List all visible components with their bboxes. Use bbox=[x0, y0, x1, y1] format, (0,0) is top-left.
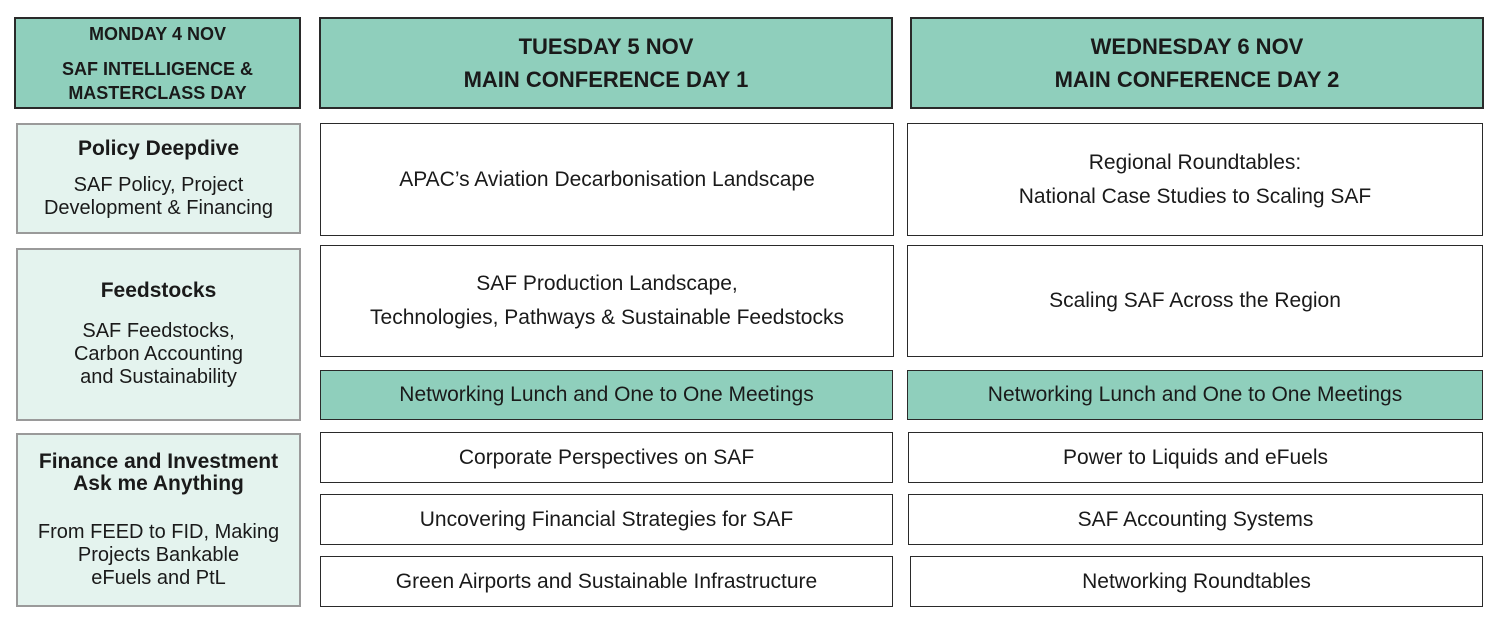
session-label: National Case Studies to Scaling SAF bbox=[1018, 184, 1372, 208]
wednesday-session-6 bbox=[910, 556, 1483, 607]
session-title: Policy Deepdive bbox=[77, 136, 240, 160]
session-label: Power to Liquids and eFuels bbox=[1063, 445, 1328, 469]
monday-session-finance bbox=[16, 433, 301, 607]
monday-session-feedstocks bbox=[16, 248, 301, 421]
session-label: Networking Lunch and One to One Meetings bbox=[399, 383, 814, 406]
monday-title-line1: SAF INTELLIGENCE & bbox=[61, 58, 253, 79]
session-subtitle: Development & Financing bbox=[43, 196, 273, 219]
session-subtitle: Carbon Accounting bbox=[73, 343, 243, 365]
session-label: SAF Accounting Systems bbox=[1077, 507, 1314, 531]
session-label: Networking Roundtables bbox=[1082, 569, 1311, 593]
wednesday-header bbox=[910, 17, 1484, 109]
tuesday-date: TUESDAY 5 NOV bbox=[518, 34, 694, 59]
wednesday-session-5 bbox=[908, 494, 1483, 545]
wednesday-lunch bbox=[907, 370, 1483, 420]
monday-header bbox=[14, 17, 301, 109]
monday-session-policy bbox=[16, 123, 301, 234]
session-subtitle: SAF Policy, Project bbox=[73, 173, 244, 196]
session-subtitle: Projects Bankable bbox=[77, 543, 240, 566]
wednesday-session-1 bbox=[907, 123, 1483, 236]
tuesday-session-5 bbox=[320, 494, 893, 545]
tuesday-title: MAIN CONFERENCE DAY 1 bbox=[463, 67, 749, 92]
wednesday-title: MAIN CONFERENCE DAY 2 bbox=[1054, 67, 1340, 92]
session-label: Scaling SAF Across the Region bbox=[1049, 289, 1341, 312]
session-subtitle: eFuels and PtL bbox=[91, 566, 226, 589]
wednesday-date: WEDNESDAY 6 NOV bbox=[1090, 34, 1304, 59]
session-subtitle: and Sustainability bbox=[80, 366, 237, 388]
session-title: Finance and Investment bbox=[38, 449, 279, 473]
monday-title-line2: MASTERCLASS DAY bbox=[68, 82, 247, 103]
tuesday-session-4 bbox=[320, 432, 893, 483]
session-label: Uncovering Financial Strategies for SAF bbox=[419, 507, 794, 531]
session-title: Ask me Anything bbox=[73, 471, 244, 495]
tuesday-session-2 bbox=[320, 245, 894, 357]
session-label: Regional Roundtables: bbox=[1088, 150, 1302, 174]
session-subtitle: SAF Feedstocks, bbox=[82, 320, 235, 342]
wednesday-session-2 bbox=[907, 245, 1483, 357]
monday-date: MONDAY 4 NOV bbox=[88, 23, 227, 44]
tuesday-header bbox=[319, 17, 893, 109]
session-label: SAF Production Landscape, bbox=[476, 272, 738, 295]
session-label: Networking Lunch and One to One Meetings bbox=[987, 383, 1403, 406]
session-label: Corporate Perspectives on SAF bbox=[458, 445, 755, 469]
session-label: APAC’s Aviation Decarbonisation Landscape bbox=[399, 167, 815, 191]
session-title: Feedstocks bbox=[100, 279, 217, 302]
session-label: Technologies, Pathways & Sustainable Feedstocks bbox=[370, 306, 844, 329]
wednesday-session-4 bbox=[908, 432, 1483, 483]
tuesday-session-1 bbox=[320, 123, 894, 236]
session-subtitle: From FEED to FID, Making bbox=[37, 520, 280, 543]
tuesday-session-6 bbox=[320, 556, 893, 607]
session-label: Green Airports and Sustainable Infrastructure bbox=[395, 569, 818, 593]
tuesday-lunch bbox=[320, 370, 893, 420]
